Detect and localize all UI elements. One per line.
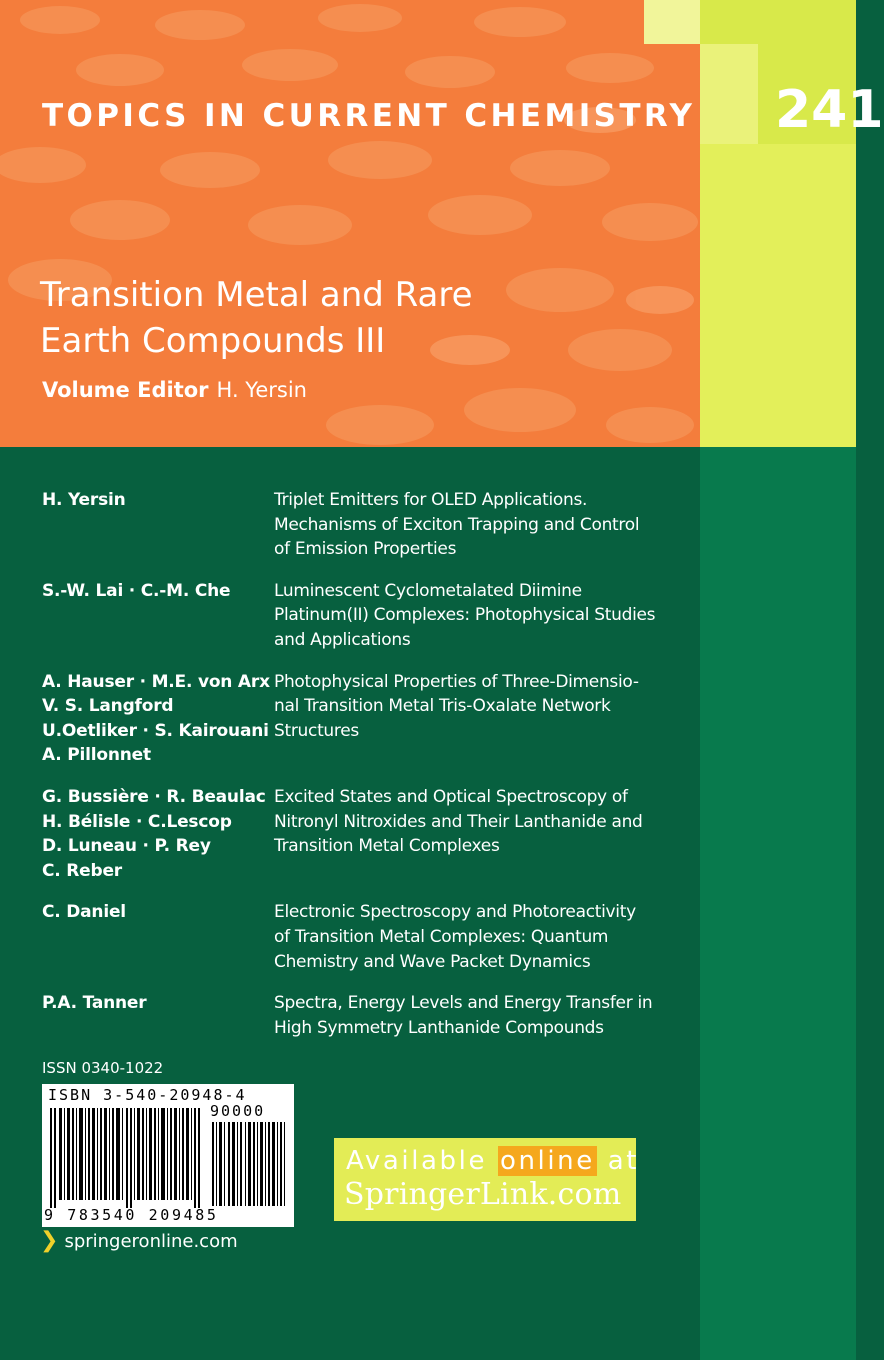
author-line: A. Hauser · M.E. von Arx: [42, 671, 270, 692]
entry-chapter-title: [274, 670, 674, 768]
entry-chapter-title: [274, 785, 674, 883]
chapter-line: nal Transition Metal Tris-Oxalate Network: [274, 696, 611, 717]
chapter-line: Structures: [274, 720, 359, 741]
chapter-line: Mechanisms of Exciton Trapping and Control: [274, 514, 640, 535]
ean-number: 9 783540 209485: [44, 1206, 219, 1224]
chapter-line: Luminescent Cyclometalated Diimine: [274, 580, 582, 601]
entry-authors: [42, 785, 274, 883]
available-online-badge[interactable]: [334, 1138, 640, 1221]
contents-entry: [42, 991, 682, 1040]
volume-editor-name: H. Yersin: [216, 378, 307, 402]
isbn-text: ISBN 3-540-20948-4: [48, 1086, 247, 1104]
contents-list: [42, 488, 682, 1057]
chapter-line: Chemistry and Wave Packet Dynamics: [274, 951, 591, 972]
author-line: H. Bélisle · C.Lescop: [42, 811, 232, 832]
author-line: D. Luneau · P. Rey: [42, 836, 211, 857]
chapter-line: Transition Metal Complexes: [274, 836, 500, 857]
book-title-line: Earth Compounds III: [40, 321, 386, 361]
chapter-line: Excited States and Optical Spectroscopy of: [274, 786, 628, 807]
chapter-line: of Emission Properties: [274, 539, 457, 560]
chapter-line: Photophysical Properties of Three-Dimensio-: [274, 671, 639, 692]
chapter-line: High Symmetry Lanthanide Compounds: [274, 1017, 604, 1038]
entry-chapter-title: [274, 900, 674, 974]
chapter-line: Spectra, Energy Levels and Energy Transfer in: [274, 993, 653, 1014]
badge-available-text: Available: [346, 1146, 498, 1176]
entry-authors: [42, 670, 274, 768]
volume-number: 241: [775, 80, 884, 140]
author-line: U.Oetliker · S. Kairouani: [42, 720, 269, 741]
author-line: A. Pillonnet: [42, 745, 151, 766]
chapter-line: Triplet Emitters for OLED Applications.: [274, 490, 588, 510]
chevron-right-icon: ❯: [40, 1228, 59, 1253]
author-line: P.A. Tanner: [42, 993, 147, 1014]
right-green-strip: [700, 447, 856, 1360]
chapter-line: and Applications: [274, 629, 411, 650]
lime-lower-panel: [700, 144, 856, 447]
author-line: C. Daniel: [42, 902, 126, 923]
website-link[interactable]: [40, 1230, 238, 1252]
contents-entry: [42, 670, 682, 768]
entry-authors: [42, 488, 274, 562]
lime-light-block: [700, 44, 758, 144]
lime-strip: [700, 0, 884, 447]
barcode-addon: 90000: [210, 1102, 266, 1120]
chapter-line: Electronic Spectroscopy and Photoreactivity: [274, 902, 636, 923]
pale-corner-block: [644, 0, 700, 44]
book-title-line: Transition Metal and Rare: [40, 275, 473, 315]
contents-entry: [42, 488, 682, 562]
author-line: S.-W. Lai · C.-M. Che: [42, 580, 231, 601]
chapter-line: Platinum(II) Complexes: Photophysical Studies: [274, 605, 656, 626]
website-text: springeronline.com: [64, 1230, 238, 1252]
author-line: H. Yersin: [42, 490, 126, 510]
author-line: C. Reber: [42, 860, 122, 881]
badge-online-highlight: online: [499, 1146, 595, 1176]
entry-authors: [42, 579, 274, 653]
contents-entry: [42, 785, 682, 883]
chapter-line: of Transition Metal Complexes: Quantum: [274, 926, 609, 947]
contents-entry: [42, 900, 682, 974]
badge-springerlink: SpringerLink.com: [344, 1177, 622, 1212]
volume-editor: [42, 378, 307, 402]
badge-at-text: at: [596, 1146, 640, 1176]
series-title: TOPICS IN CURRENT CHEMISTRY: [42, 98, 696, 134]
contents-entry: [42, 579, 682, 653]
entry-authors: [42, 900, 274, 974]
author-line: V. S. Langford: [42, 696, 174, 717]
isbn-barcode: [42, 1084, 294, 1227]
book-title: [40, 272, 660, 364]
entry-chapter-title: [274, 488, 674, 562]
badge-line-available: [346, 1144, 639, 1178]
issn-number: ISSN 0340-1022: [42, 1059, 164, 1077]
entry-chapter-title: [274, 579, 674, 653]
entry-chapter-title: [274, 991, 674, 1040]
author-line: G. Bussière · R. Beaulac: [42, 786, 266, 807]
chapter-line: Nitronyl Nitroxides and Their Lanthanide and: [274, 811, 643, 832]
volume-editor-label: Volume Editor: [42, 378, 209, 402]
entry-authors: [42, 991, 274, 1040]
